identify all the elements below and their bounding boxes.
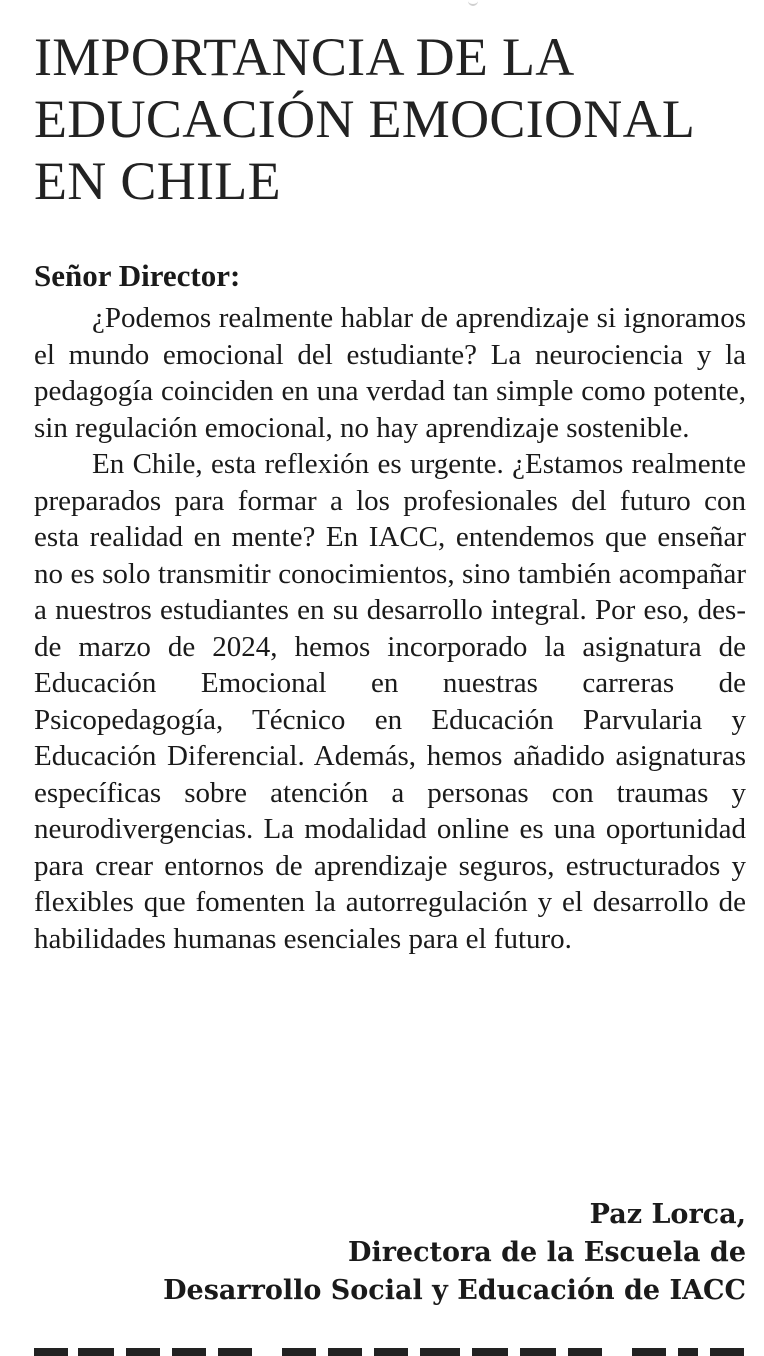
paragraph-2: En Chile, esta reflexión es urgente. ¿Estamos realmente preparados para formar a los profesionales del futuro con esta realidad en mente? En IACC, entendemos que enseñar no es solo transmitir conocimientos, sino también acompañar a nuestros estudiantes en su desarrollo integral. Por eso, desde marzo de 2024, hemos incorporado la asignatura de Educación Emocional en nuestras carreras de Psicopedagogía, Técnico en Educación Parvularia y Educación Diferencial. Además, hemos añadido asignaturas específicas sobre atención a personas con traumas y neurodivergencias. La modalidad online es una oportunidad para crear entornos de aprendizaje seguros, estructurados y flexibles que fomenten la autorregulación y el desarrollo de habilidades humanas esenciales para el futuro. bbox=[34, 448, 746, 955]
cropped-glyph bbox=[328, 1348, 362, 1356]
cropped-glyph bbox=[34, 1348, 68, 1356]
cropped-glyph bbox=[172, 1348, 206, 1356]
cropped-glyph bbox=[126, 1348, 160, 1356]
paragraph-1: ¿Podemos realmente hablar de aprendizaje si ignoramos el mundo emocional del estudiante? La neurociencia y la pedagogía coinciden en una verdad tan simple como potente, sin regulación emocional, no hay aprendizaje sostenible. bbox=[34, 302, 746, 444]
signature-role: Directora de la Escuela de bbox=[348, 1237, 746, 1268]
cropped-glyph bbox=[632, 1348, 666, 1356]
article-title bbox=[34, 26, 744, 212]
cropped-glyph bbox=[78, 1348, 114, 1356]
cropped-glyph bbox=[374, 1348, 408, 1356]
cropped-glyph bbox=[678, 1348, 698, 1356]
cropped-glyph bbox=[520, 1348, 556, 1356]
cropped-glyph bbox=[282, 1348, 316, 1356]
print-speck bbox=[468, 0, 478, 6]
salutation: Señor Director: bbox=[34, 258, 241, 293]
cropped-glyph bbox=[420, 1348, 460, 1356]
cropped-glyph bbox=[218, 1348, 252, 1356]
signature-organization: Desarrollo Social y Educación de IACC bbox=[163, 1275, 746, 1306]
cropped-glyph bbox=[710, 1348, 744, 1356]
title-line-2: EDUCACIÓN EMOCIONAL bbox=[34, 89, 696, 149]
signature-name: Paz Lorca, bbox=[589, 1199, 746, 1230]
signature-block bbox=[34, 1196, 746, 1310]
letter-body bbox=[34, 300, 746, 957]
cropped-next-headline bbox=[34, 1340, 744, 1356]
cropped-glyph bbox=[568, 1348, 602, 1356]
cropped-glyph bbox=[472, 1348, 508, 1356]
title-line-1: IMPORTANCIA DE LA bbox=[34, 27, 575, 87]
title-line-3: EN CHILE bbox=[34, 151, 281, 211]
